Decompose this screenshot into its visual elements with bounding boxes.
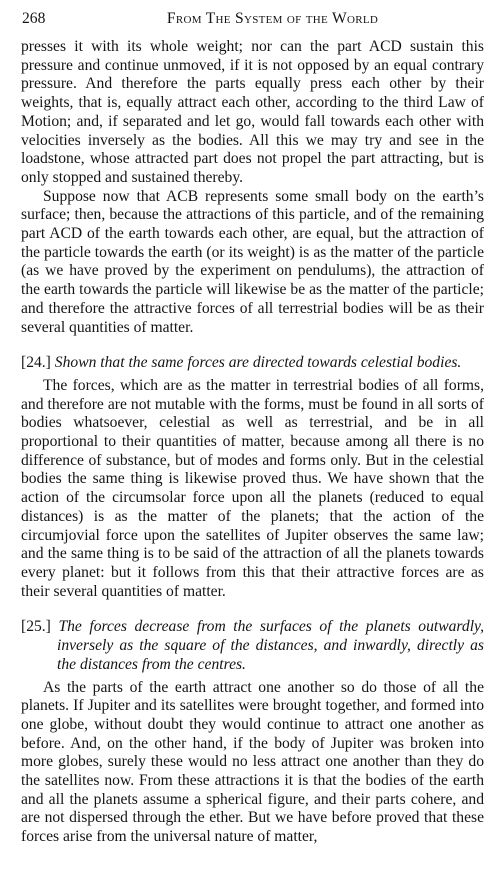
paragraph-celestial-forces: The forces, which are as the matter in terrestrial bodies of all forms, and therefore are not mutable with the forms, must be found in all sorts of bodies whatsoever, celestial as well as terrestrial, and be in all proportional to their quantities of matter, because among all there is no difference of substance, but of modes and forms only. But in the celestial bodies the same thing is likewise proved thus. We have shown that the action of the circumsolar force upon all the planets (reduced to equal distances) is as the matter of the planets; that the action of the circumjovial force upon the satellites of Jupiter observes the same law; and the same thing is to be said of the attraction of all the planets towards every planet: but it follows from this that their attractive forces are as their several quantities of matter. — [21, 376, 484, 600]
paragraph-continuation: presses it with its whole weight; nor can the part ACD sustain this pressure and continue unmoved, if it is not opposed by an equal contrary pressure. And therefore the parts equally press each other by their weights, that is, equally attract each other, according to the third Law of Motion; and, if separated and let go, would fall towards each other with velocities inversely as the bodies. All this we may try and see in the loadstone, whose attracted part does not propel the part attracting, but is only stopped and sustained thereby. — [21, 38, 484, 186]
section-number: [24.] — [21, 354, 51, 372]
section-heading-24 — [21, 354, 484, 373]
paragraph-planets-attract: As the parts of the earth attract one another so do those of all the planets. If Jupiter and its satellites were brought together, and formed into one globe, without doubt they would continue to attract one another as before. And, on the other hand, if the body of Jupiter was broken into more globes, surely these would no less attract one another than they do the satellites now. From these attractions it is that the bodies of the earth and all the planets assume a spherical figure, and their parts cohere, and are not dispersed through the ether. But we have before proved that these forces arise from the universal nature of matter, — [21, 678, 484, 846]
running-head: From The System of the World — [166, 10, 379, 27]
section-heading-25 — [21, 618, 484, 674]
page-number: 268 — [22, 10, 46, 27]
section-title: The forces decrease from the surfaces of the planets outwardly, inversely as the square of the distances, and inwardly, directly as the distances from the centres. — [57, 618, 484, 673]
section-number: [25.] — [21, 618, 51, 636]
paragraph-small-body: Suppose now that ACB represents some small body on the earth’s surface; then, because the attractions of this particle, and of the remaining part ACD of the earth towards each other, are equal, but the attraction of the particle towards the earth (or its weight) is as the matter of the particle (as we have proved by the experiment on pendulums), the attraction of the earth towards the particle will likewise be as the matter of the particle; and therefore the attractive forces of all terrestrial bodies will be as their several quantities of matter. — [21, 187, 484, 336]
page-header — [21, 10, 484, 32]
section-title: Shown that the same forces are directed towards celestial bodies. — [54, 354, 462, 372]
